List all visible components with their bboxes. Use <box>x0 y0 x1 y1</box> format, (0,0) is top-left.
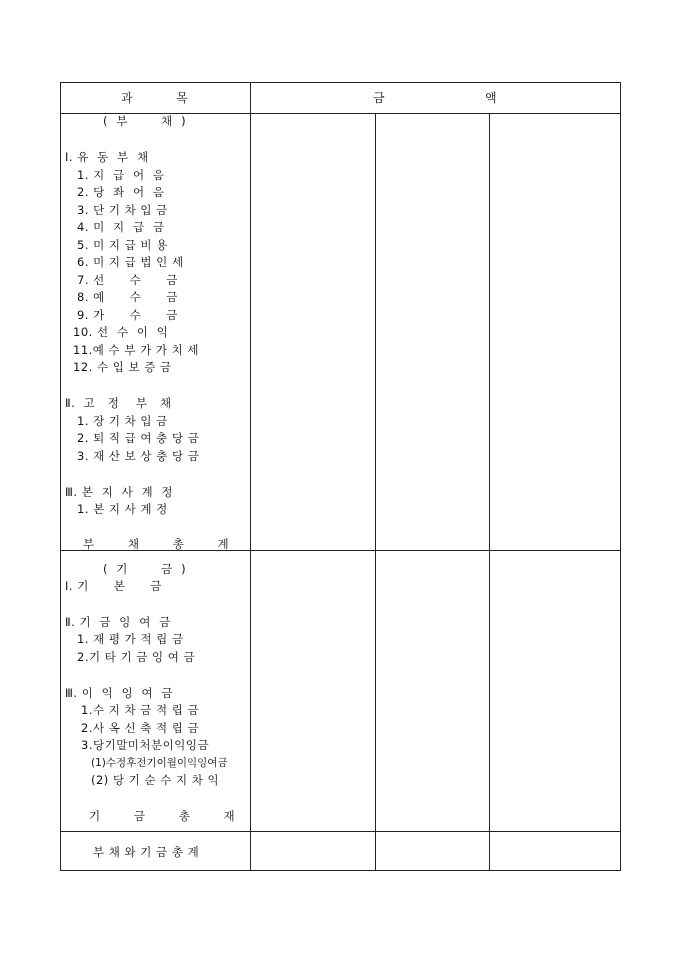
retained-earnings-item: 3.당기말미처분이익잉금 <box>81 738 210 752</box>
current-liability-item: 7. 선 수 금 <box>77 273 178 287</box>
fixed-liability-item: 2. 퇴 직 급 여 충 당 금 <box>77 431 200 445</box>
current-liability-item: 1. 지 급 어 음 <box>77 168 165 182</box>
current-liabilities-title: Ⅰ. 유 동 부 채 <box>65 150 149 164</box>
current-liability-item: 8. 예 수 금 <box>77 290 178 304</box>
liabilities-heading: ( 부 채 ) <box>103 114 187 128</box>
column-divider-amount-2 <box>489 113 490 870</box>
column-divider-amount-1 <box>375 113 376 870</box>
fund-surplus-item: 1. 재 평 가 적 립 금 <box>77 632 184 646</box>
branch-account-title: Ⅲ. 본 지 사 계 정 <box>65 485 174 499</box>
fixed-liability-item: 3. 재 산 보 상 충 당 금 <box>77 449 200 463</box>
current-liability-item: 5. 미 지 급 비 용 <box>77 238 168 252</box>
current-liability-item: 3. 단 기 차 입 금 <box>77 203 168 217</box>
current-liability-item: 11.예 수 부 가 가 치 세 <box>73 343 199 357</box>
column-divider-subject <box>250 83 251 870</box>
section-divider-fund <box>61 831 620 832</box>
current-liability-item: 6. 미 지 급 법 인 세 <box>77 255 184 269</box>
current-liability-item: 12. 수 입 보 증 금 <box>73 360 172 374</box>
balance-sheet-table <box>60 82 621 871</box>
current-liability-item: 9. 가 수 금 <box>77 308 178 322</box>
header-amount-right: 액 <box>485 91 498 105</box>
liabilities-total: 부 채 총 계 <box>83 537 230 551</box>
retained-earnings-item: 1.수 지 차 금 적 립 금 <box>81 703 200 717</box>
retained-earnings-subitem: (1)수정후전기이월이익잉여금 <box>91 757 228 769</box>
header-amount-left: 금 <box>373 91 386 105</box>
retained-earnings-title: Ⅲ. 이 익 잉 여 금 <box>65 686 174 700</box>
fixed-liabilities-title: Ⅱ. 고 정 부 채 <box>65 396 172 410</box>
header-subject: 과 목 <box>121 91 189 105</box>
fund-total: 기 금 총 재 <box>89 809 236 823</box>
fund-heading: ( 기 금 ) <box>103 562 187 576</box>
basic-fund-title: Ⅰ. 기 본 금 <box>65 579 162 593</box>
current-liability-item: 4. 미 지 급 금 <box>77 220 165 234</box>
fund-surplus-title: Ⅱ. 기 금 잉 여 금 <box>65 615 171 629</box>
current-liability-item: 2. 당 좌 어 음 <box>77 185 165 199</box>
current-liability-item: 10. 선 수 이 익 <box>73 325 169 339</box>
fixed-liability-item: 1. 장 기 차 입 금 <box>77 414 168 428</box>
grand-total: 부 채 와 기 금 총 계 <box>93 845 200 859</box>
fund-surplus-item: 2.기 타 기 금 잉 여 금 <box>77 650 196 664</box>
retained-earnings-item: 2.사 옥 신 축 적 립 금 <box>81 721 200 735</box>
retained-earnings-subitem: (2) 당 기 순 수 지 차 익 <box>91 773 220 787</box>
branch-account-item: 1. 본 지 사 계 정 <box>77 502 168 516</box>
